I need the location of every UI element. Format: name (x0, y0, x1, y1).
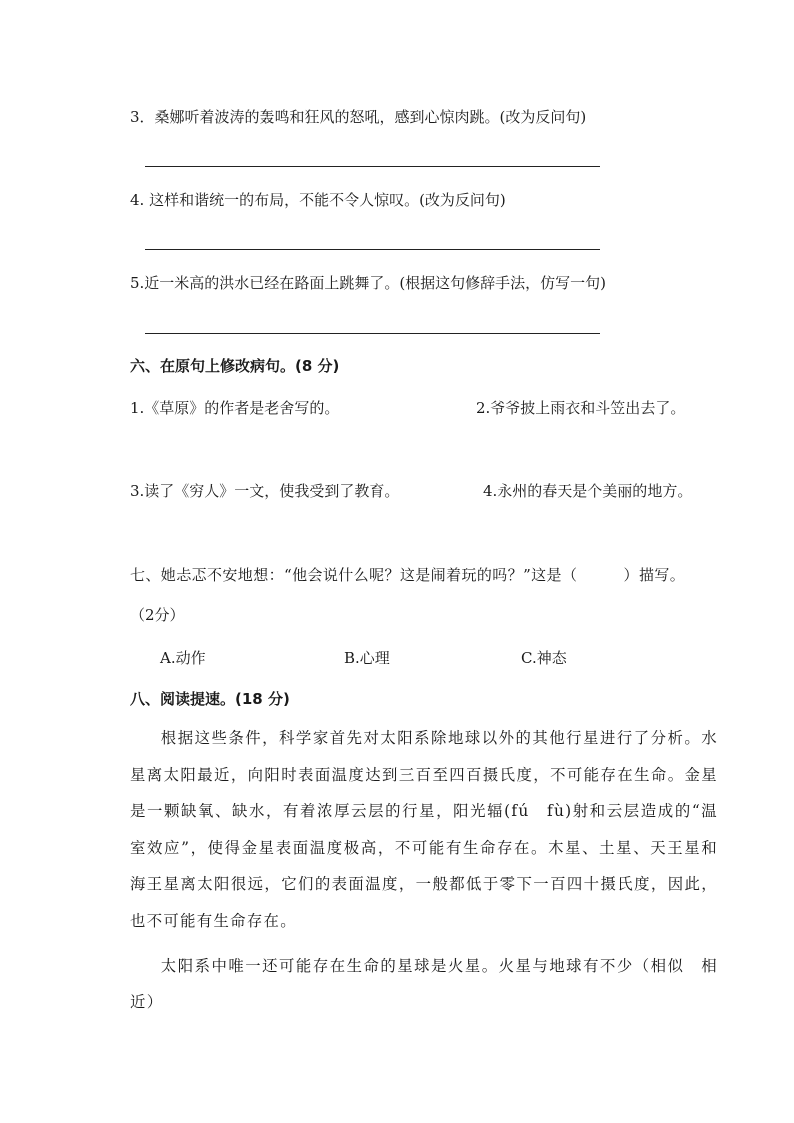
passage-paragraph-1: 根据这些条件，科学家首先对太阳系除地球以外的其他行星进行了分析。水星离太阳最近，向阳时表面温度达到三百至四百摄氏度，不可能存在生命。金星是一颗缺氧、缺水，有着浓厚云层的行星，阳光辐(fú fù)射和云层造成的“温室效应”，使得金星表面温度极高，不可能有生命存在。木星、土星、天王星和海王星离太阳很远，它们的表面温度，一般都低于零下一百四十摄氏度，因此，也不可能有生命存在。 (130, 729, 718, 930)
passage-paragraph-2: 太阳系中唯一还可能存在生命的星球是火星。火星与地球有不少（相似 相近） (130, 956, 718, 1012)
section-7-option-c[interactable]: C.神态 (521, 649, 567, 667)
section-6-item-1: 1.《草原》的作者是老舍写的。 (130, 399, 340, 417)
section-6-item-3: 3.读了《穷人》一文，使我受到了教育。 (130, 482, 400, 500)
reading-passage (130, 720, 718, 1021)
section-7-option-b[interactable]: B.心理 (344, 649, 390, 667)
section-7-question: 七、她忐忑不安地想：“他会说什么呢？这是闹着玩的吗？”这是（ ）描写。 (130, 566, 686, 584)
question-4: 4. 这样和谐统一的布局，不能不令人惊叹。(改为反问句) (130, 191, 506, 209)
question-3: 3．桑娜听着波涛的轰鸣和狂风的怒吼，感到心惊肉跳。(改为反问句) (130, 108, 587, 126)
section-8-title: 八、阅读提速。(18 分) (130, 690, 290, 708)
section-7-score: （2分） (130, 606, 185, 624)
question-5: 5.近一米高的洪水已经在路面上跳舞了。(根据这句修辞手法，仿写一句) (130, 274, 607, 292)
answer-line-5[interactable] (145, 333, 600, 334)
answer-line-4[interactable] (145, 249, 600, 250)
section-6-title: 六、在原句上修改病句。(8 分) (130, 357, 340, 375)
answer-line-3[interactable] (145, 166, 600, 167)
section-6-item-2: 2.爷爷披上雨衣和斗笠出去了。 (476, 399, 686, 417)
section-6-item-4: 4.永州的春天是个美丽的地方。 (483, 482, 693, 500)
section-7-option-a[interactable]: A.动作 (160, 649, 206, 667)
